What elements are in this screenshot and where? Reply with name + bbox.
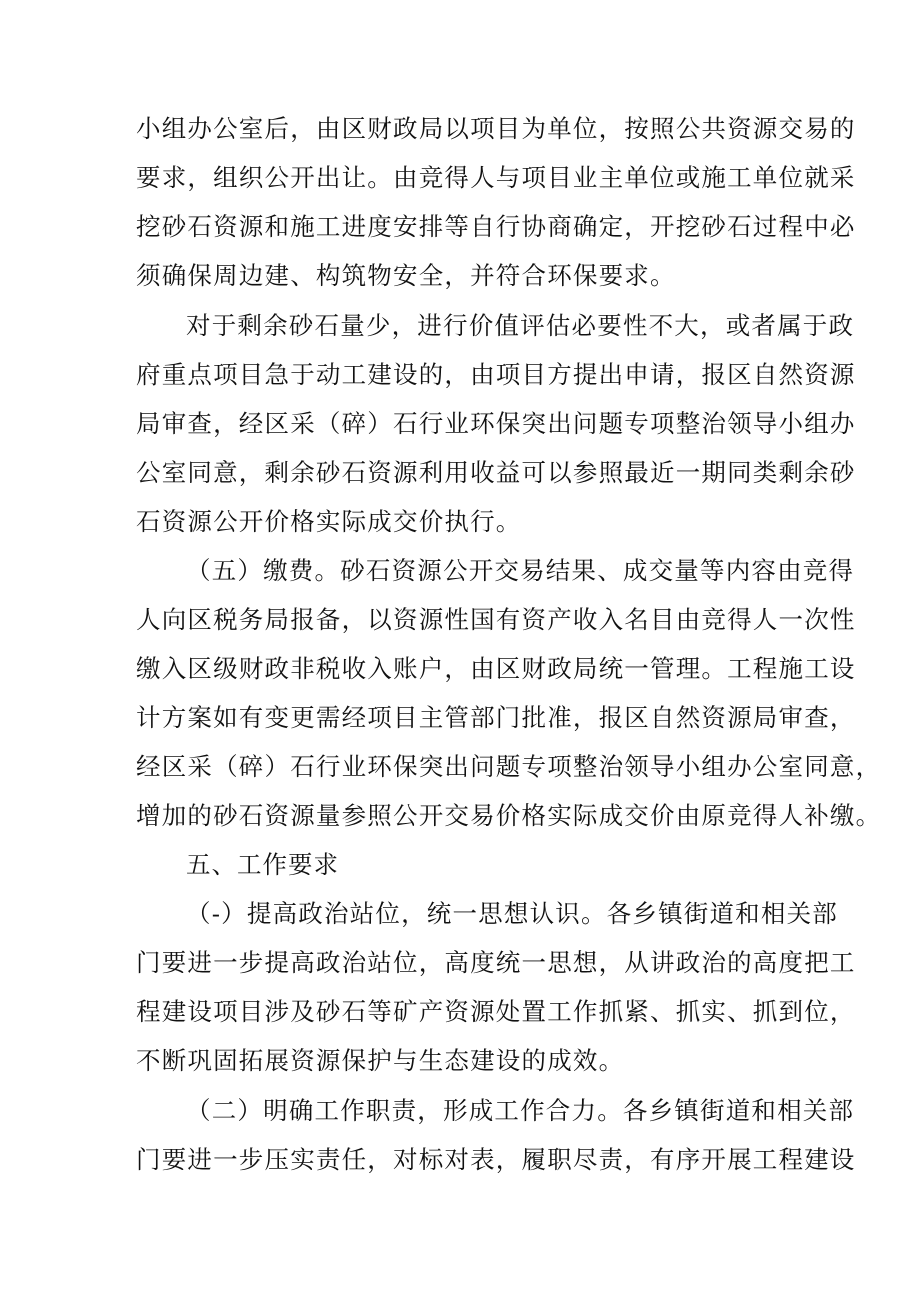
- paragraph-line-18: 程建设项目涉及砂石等矿产资源处置工作抓紧、抓实、抓到位，: [136, 997, 856, 1026]
- paragraph-line-2: 要求，组织公开出让。由竞得人与项目业主单位或施工单位就采: [136, 163, 856, 192]
- paragraph-line-21: 门要进一步压实责任，对标对表，履职尽责，有序开展工程建设: [136, 1145, 856, 1174]
- paragraph-line-10: （五）缴费。砂石资源公开交易结果、成交量等内容由竞得: [186, 556, 855, 585]
- paragraph-line-14: 经区采（碎）石行业环保突出问题专项整治领导小组办公室同意，: [136, 752, 882, 781]
- paragraph-line-8: 公室同意，剩余砂石资源利用收益可以参照最近一期同类剩余砂: [136, 458, 856, 487]
- paragraph-line-20: （二）明确工作职责，形成工作合力。各乡镇街道和相关部: [186, 1096, 855, 1125]
- paragraph-line-9: 石资源公开价格实际成交价执行。: [136, 507, 522, 536]
- paragraph-line-4: 须确保周边建、构筑物安全，并符合环保要求。: [136, 261, 676, 290]
- paragraph-line-6: 府重点项目急于动工建设的，由项目方提出申请，报区自然资源: [136, 360, 856, 389]
- paragraph-line-17: 门要进一步提高政治站位，高度统一思想，从讲政治的高度把工: [136, 948, 856, 977]
- paragraph-line-16: （-）提高政治站位，统一思想认识。各乡镇街道和相关部: [186, 899, 838, 928]
- paragraph-line-12: 缴入区级财政非税收入账户，由区财政局统一管理。工程施工设: [136, 654, 856, 683]
- paragraph-line-7: 局审查，经区采（碎）石行业环保突出问题专项整治领导小组办: [136, 409, 856, 438]
- paragraph-line-19: 不断巩固拓展资源保护与生态建设的成效。: [136, 1046, 625, 1075]
- paragraph-line-13: 计方案如有变更需经项目主管部门批准，报区自然资源局审查，: [136, 703, 856, 732]
- paragraph-line-1: 小组办公室后，由区财政局以项目为单位，按照公共资源交易的: [136, 114, 856, 143]
- section-heading: 五、工作要求: [186, 850, 339, 879]
- paragraph-line-15: 增加的砂石资源量参照公开交易价格实际成交价由原竞得人补缴。: [136, 801, 882, 830]
- paragraph-line-5: 对于剩余砂石量少，进行价值评估必要性不大，或者属于政: [186, 311, 855, 340]
- paragraph-line-11: 人向区税务局报备，以资源性国有资产收入名目由竞得人一次性: [136, 605, 856, 634]
- paragraph-line-3: 挖砂石资源和施工进度安排等自行协商确定，开挖砂石过程中必: [136, 212, 856, 241]
